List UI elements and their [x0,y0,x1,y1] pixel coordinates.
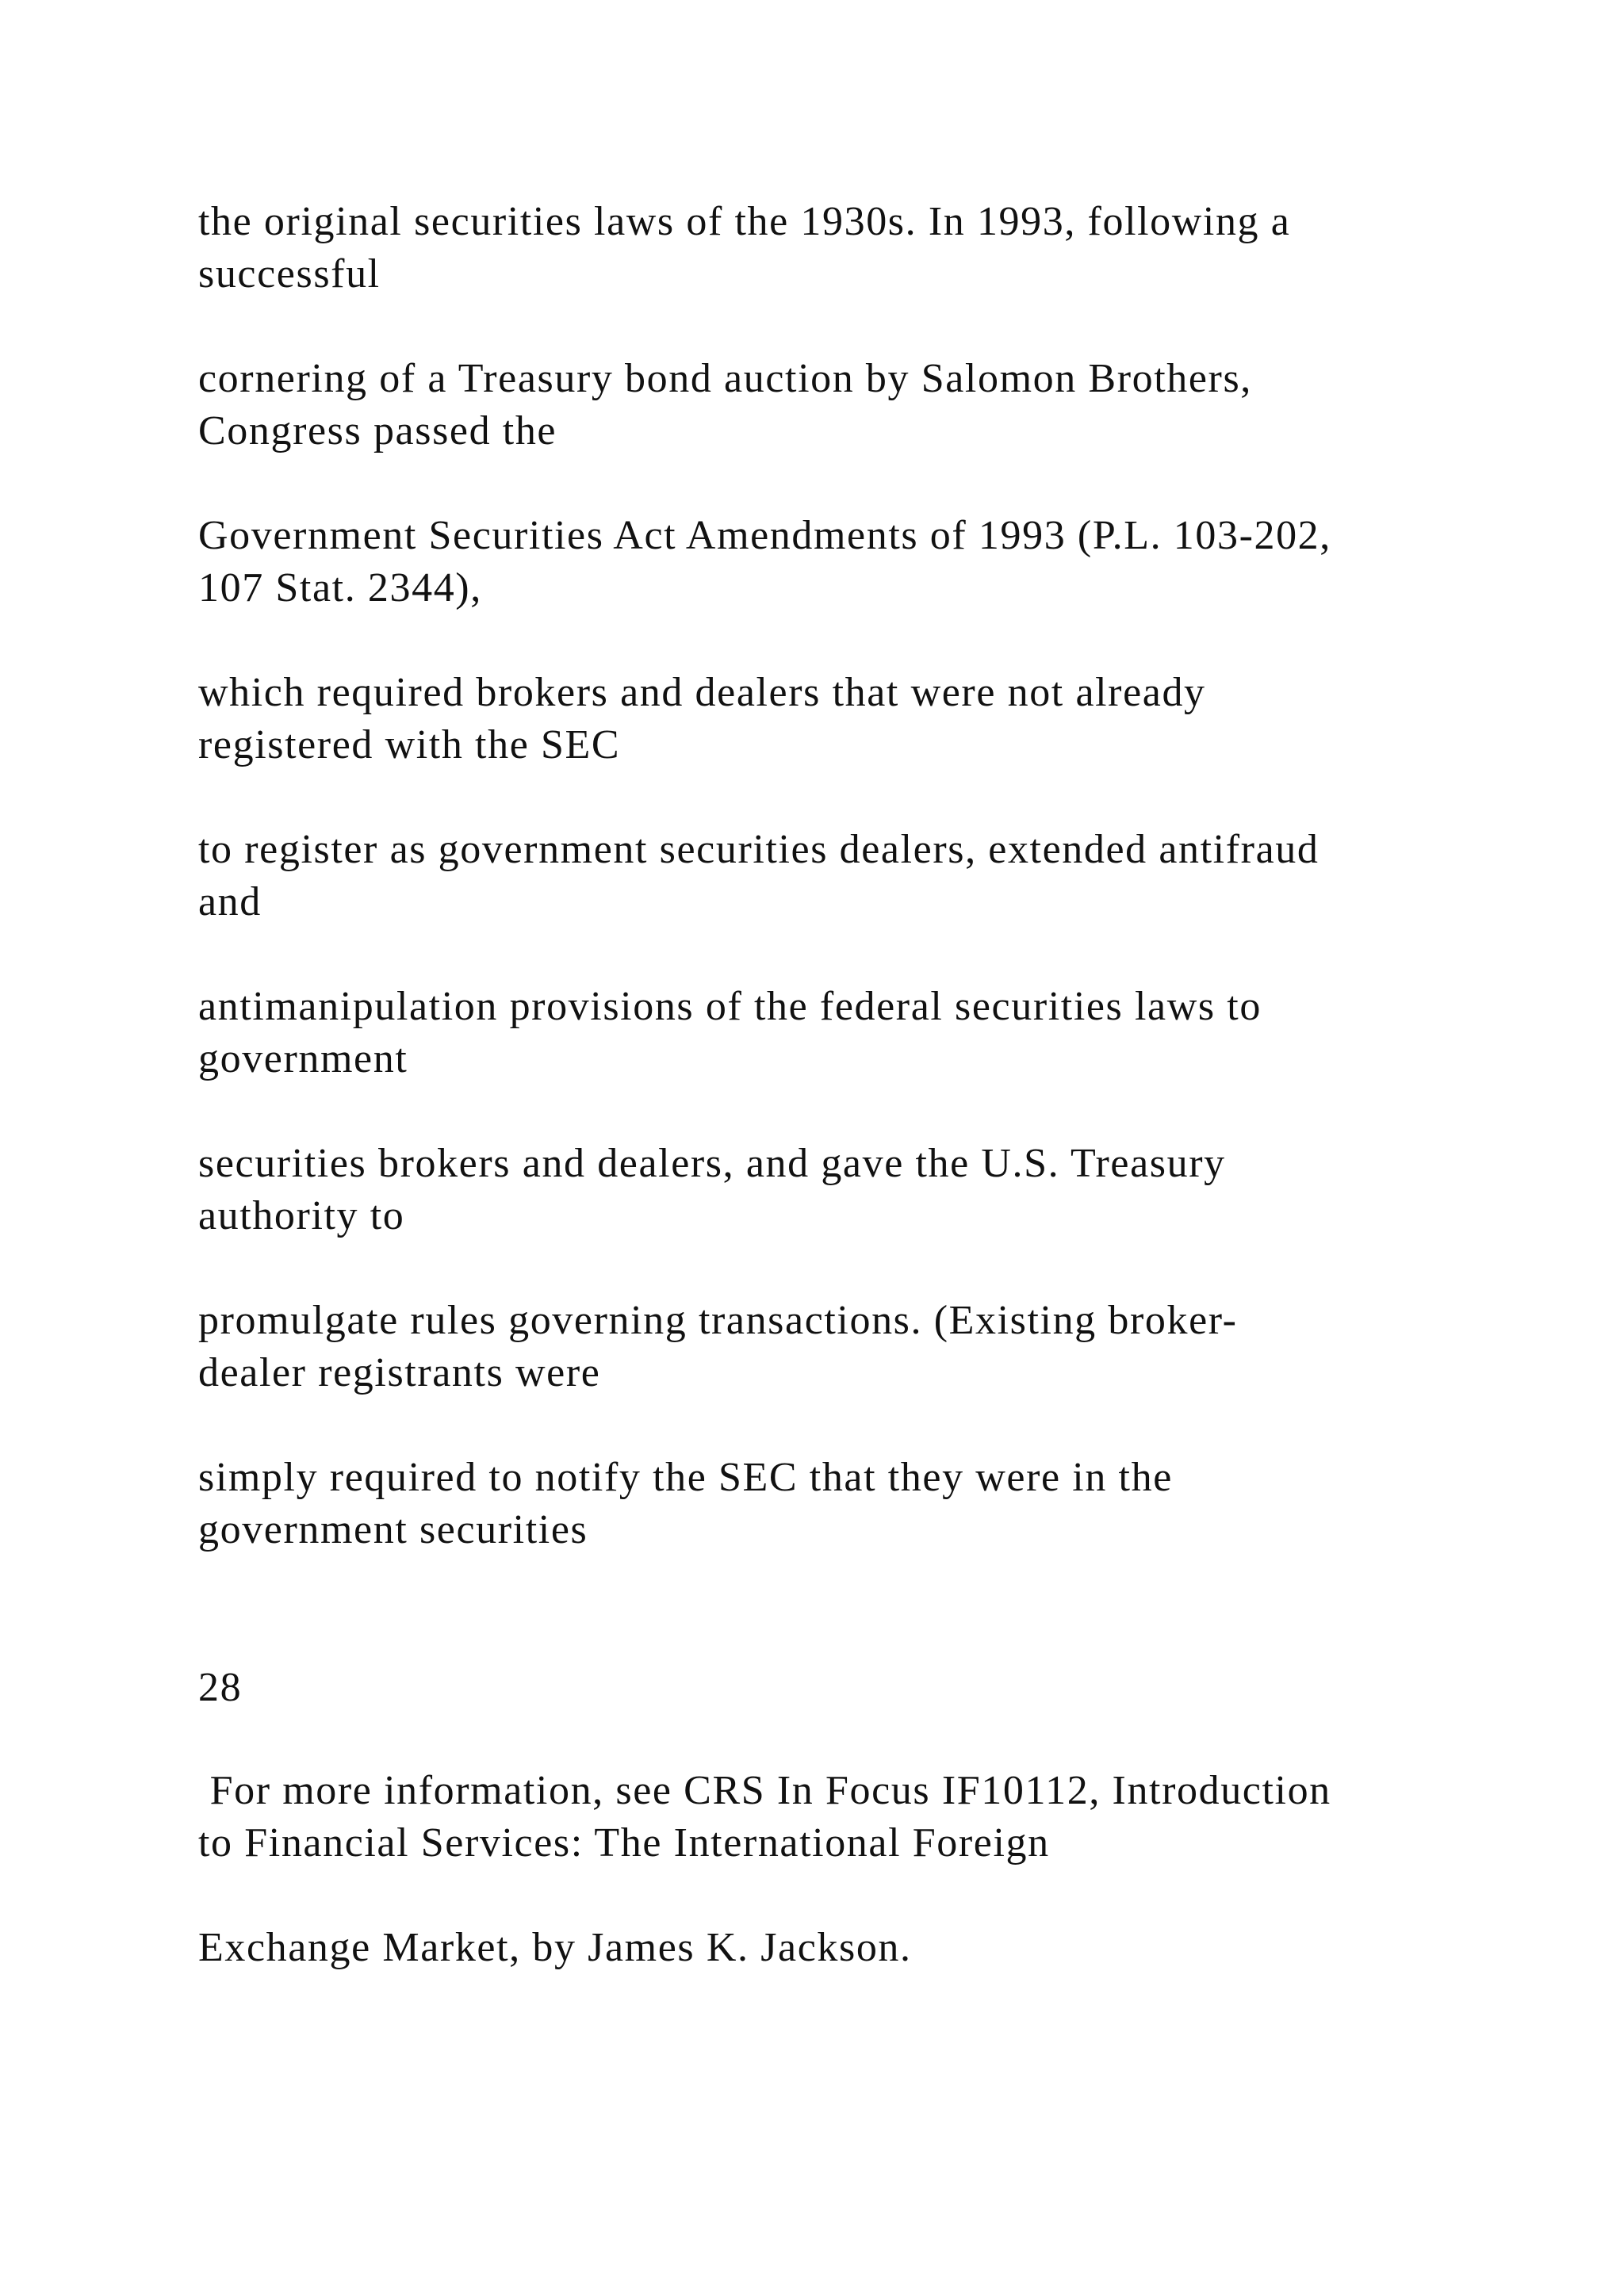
footnote-text-line: For more information, see CRS In Focus IF10112, Introduction [198,1768,1331,1813]
footnote-number: 28 [198,1665,243,1710]
body-text-line: 107 Stat. 2344), [198,565,482,610]
body-text-line: which required brokers and dealers that were not already [198,670,1206,715]
body-text-line: successful [198,251,381,297]
body-text-line: securities brokers and dealers, and gave the U.S. Treasury [198,1141,1226,1186]
body-text-line: government securities [198,1507,588,1552]
body-text-line: antimanipulation provisions of the federal securities laws to [198,984,1262,1029]
body-text-line: to register as government securities dealers, extended antifraud [198,827,1320,872]
footnote-text-line: Exchange Market, by James K. Jackson. [198,1925,912,1970]
body-text-line: simply required to notify the SEC that they were in the [198,1455,1173,1500]
body-text-line: promulgate rules governing transactions. (Existing broker- [198,1298,1238,1343]
body-text-line: and [198,879,262,924]
body-text-line: authority to [198,1193,405,1238]
body-text-line: Congress passed the [198,408,557,453]
body-text-line: the original securities laws of the 1930s. In 1993, following a [198,199,1291,244]
footnote-text-line: to Financial Services: The International Foreign [198,1820,1050,1866]
body-text-line: government [198,1036,408,1081]
body-text-line: Government Securities Act Amendments of 1993 (P.L. 103-202, [198,513,1331,558]
body-text-line: cornering of a Treasury bond auction by Salomon Brothers, [198,356,1252,401]
body-text-line: dealer registrants were [198,1350,601,1395]
body-text-line: registered with the SEC [198,722,621,767]
